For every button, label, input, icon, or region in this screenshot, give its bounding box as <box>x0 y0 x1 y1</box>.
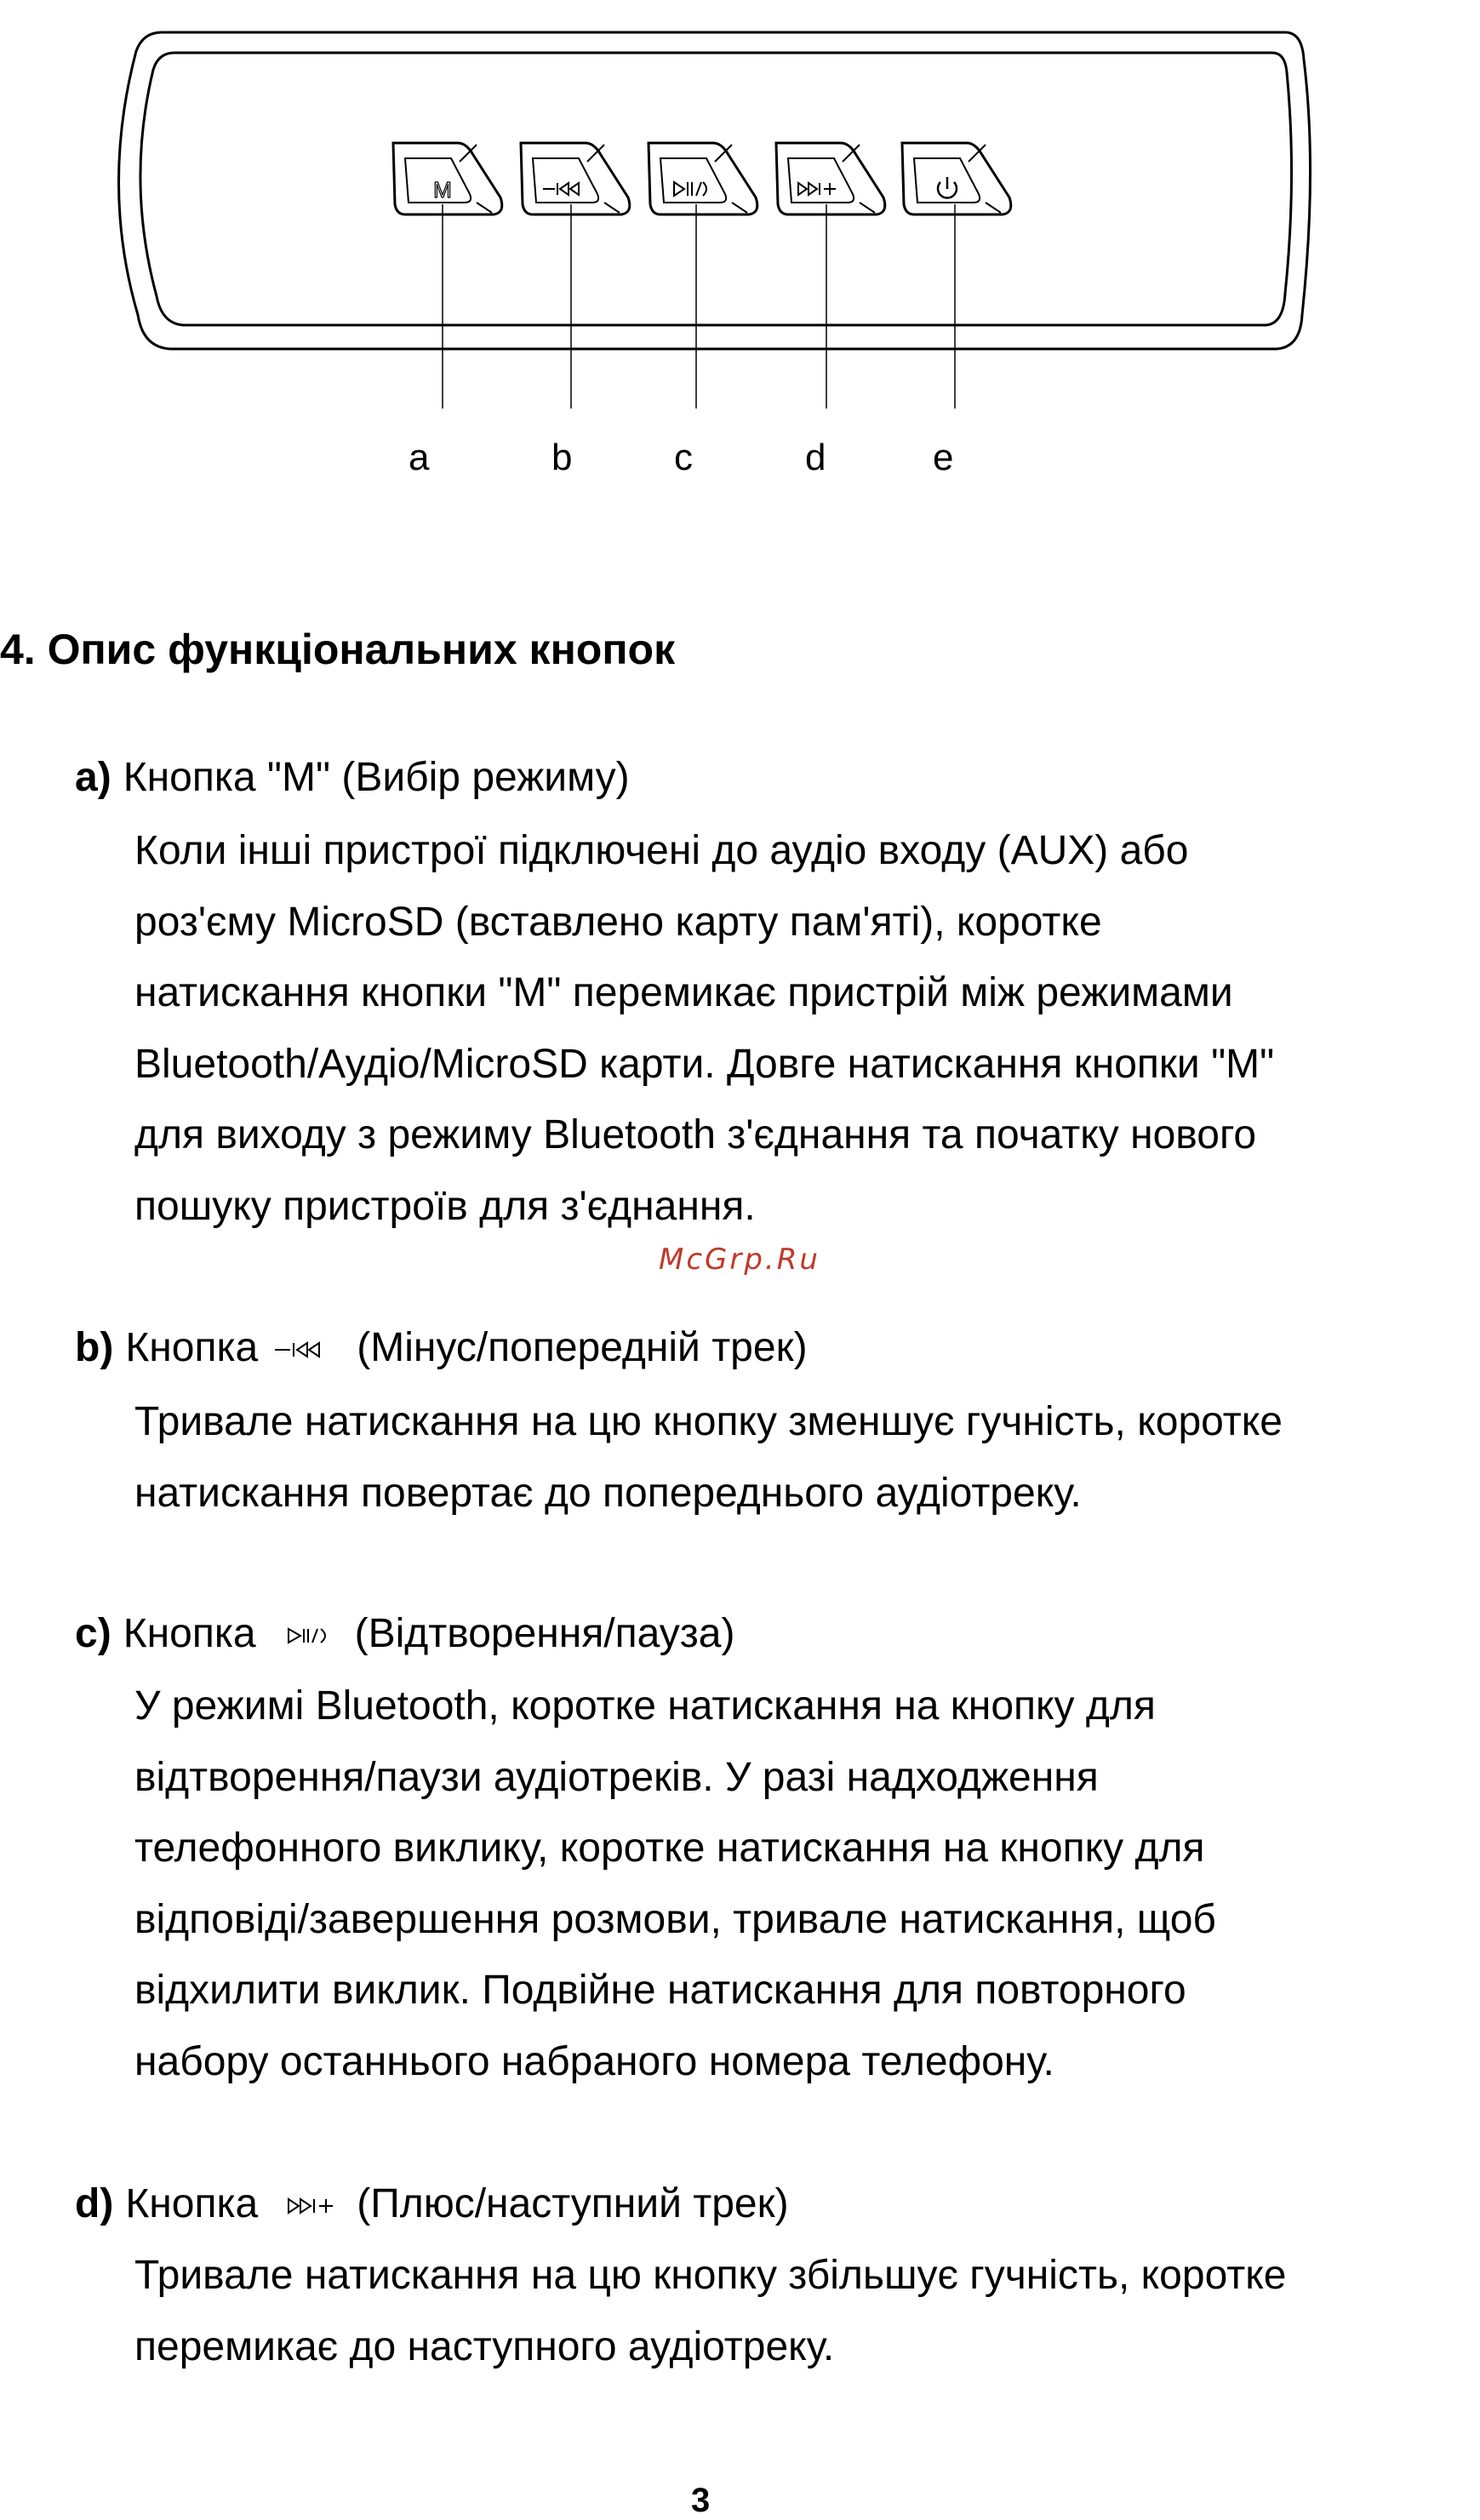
minus-prev-button <box>521 143 630 214</box>
plus-next-button <box>776 143 885 214</box>
next-plus-icon <box>798 183 836 195</box>
play-pause-call-icon <box>270 1624 338 1648</box>
text-line: відтворення/паузи аудіотреків. У разі надходження <box>134 1754 1099 1800</box>
item-a-title-text: Кнопка "M" (Вибір режиму) <box>123 755 630 800</box>
item-d-title-prefix: Кнопка <box>125 2181 259 2226</box>
item-b-letter: b) <box>75 1325 114 1370</box>
text-line: Тривале натискання на цю кнопку збільшує гучність, коротке <box>134 2253 1287 2298</box>
minus-previous-icon <box>543 183 579 195</box>
item-d-title-suffix: (Плюс/наступний трек) <box>357 2181 789 2226</box>
watermark: McGrp.Ru <box>659 1243 820 1277</box>
label-a: a <box>409 437 430 478</box>
label-c: c <box>674 437 693 478</box>
next-plus-icon <box>271 2196 340 2216</box>
item-b-title-suffix: (Мінус/попередній трек) <box>357 1325 808 1370</box>
item-b-description <box>134 1386 1283 1529</box>
text-line: відхилити виклик. Подвійне натискання для повторного <box>134 1968 1186 2013</box>
text-line: Bluetooth/Аудіо/MicroSD карти. Довге натискання кнопки "M" <box>134 1041 1275 1087</box>
mode-button <box>393 143 502 214</box>
label-b: b <box>551 437 573 478</box>
page-number: 3 <box>691 2482 711 2519</box>
item-c-title-prefix: Кнопка <box>123 1611 256 1656</box>
item-d-letter: d) <box>75 2181 114 2226</box>
text-line: У режимі Bluetooth, коротке натискання на кнопку для <box>134 1683 1156 1729</box>
item-c-letter: c) <box>75 1611 111 1656</box>
text-line: Тривале натискання на цю кнопку зменшує гучність, коротке <box>134 1399 1283 1444</box>
speaker-top-panel-diagram <box>0 0 1480 511</box>
play-pause-call-icon <box>674 182 706 196</box>
item-a-title <box>75 754 630 801</box>
item-b-title-prefix: Кнопка <box>125 1325 259 1370</box>
item-c-description <box>134 1671 1216 2097</box>
power-button <box>902 143 1011 214</box>
item-a-letter: a) <box>75 755 111 800</box>
svg-text:M: M <box>433 177 452 203</box>
text-line: набору останнього набраного номера телефону. <box>134 2038 1054 2084</box>
item-c-title-suffix: (Відтворення/пауза) <box>354 1611 735 1656</box>
item-b-title <box>75 1324 808 1371</box>
text-line: перемикає до наступного аудіотреку. <box>134 2323 835 2369</box>
item-c-title <box>75 1610 734 1657</box>
play-pause-button <box>649 143 757 214</box>
minus-previous-icon <box>271 1340 340 1360</box>
text-line: натискання повертає до попереднього аудіотреку. <box>134 1470 1082 1516</box>
text-line: роз'єму MicroSD (вставлено карту пам'яті), коротке <box>134 899 1102 945</box>
text-line: для виходу з режиму Bluetooth з'єднання та початку нового <box>134 1112 1257 1157</box>
label-d: d <box>805 437 826 478</box>
section-heading: 4. Опис функціональних кнопок <box>0 626 676 673</box>
item-a-description <box>134 815 1274 1242</box>
item-d-description <box>134 2240 1286 2382</box>
item-d-title <box>75 2180 789 2227</box>
label-e: e <box>933 437 954 478</box>
text-line: телефонного виклику, коротке натискання на кнопку для <box>134 1826 1205 1871</box>
text-line: Коли інші пристрої підключені до аудіо входу (AUX) або <box>134 828 1189 873</box>
power-icon <box>938 177 957 198</box>
text-line: відповіді/завершення розмови, тривале натискання, щоб <box>134 1896 1216 1942</box>
text-line: пошуку пристроїв для з'єднання. <box>134 1183 756 1229</box>
text-line: натискання кнопки "M" перемикає пристрій між режимами <box>134 970 1233 1015</box>
